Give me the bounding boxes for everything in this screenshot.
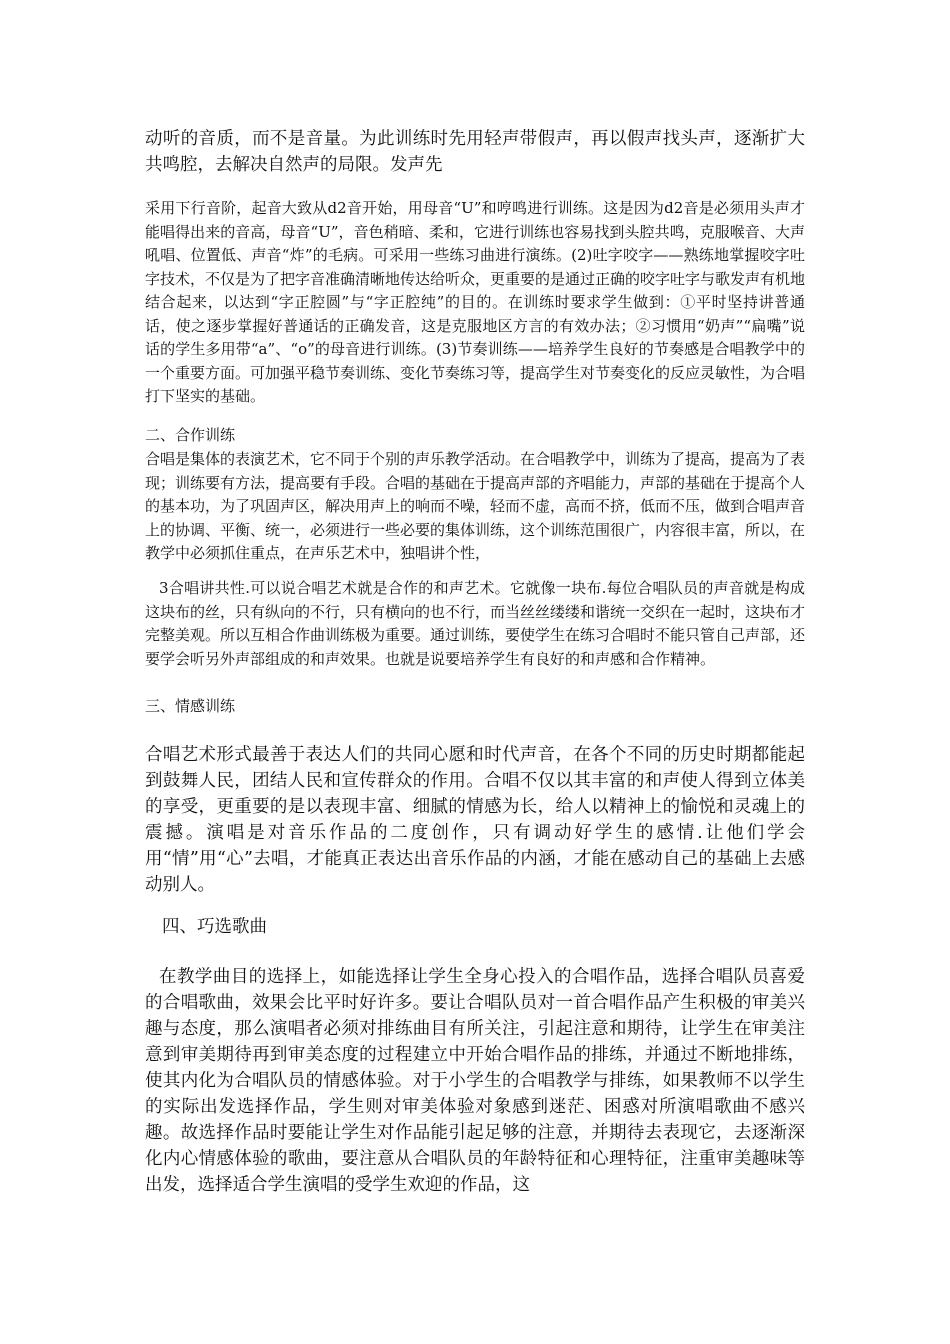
heading-emotion-training: 三、情感训练 <box>145 697 236 715</box>
paragraph-cooperation: 合唱是集体的表演艺术，它不同于个别的声乐教学活动。在合唱教学中，训练为了提高，提高为了表现；训练要有方法，提高要有手段。合唱的基础在于提高声部的齐唱能力，声部的基础在于提高个人的基本功，为了巩固声区，解决用声上的响而不噪，轻而不虚，高而不挤，低而不压，做到合唱声音上的协调、平衡、统一，必须进行一些必要的集体训练，这个训练范围很广，内容很丰富，所以，在教学中必须抓住重点，在声乐艺术中，独唱讲个性， <box>145 450 806 562</box>
heading-cooperation-training: 二、合作训练 <box>145 426 236 444</box>
paragraph-chorus-harmony: 3合唱讲共性.可以说合唱艺术就是合作的和声艺术。它就像一块布.每位合唱队员的声音就是构成这块布的丝，只有纵向的不行，只有横向的也不行，而当丝丝缕缕和谐统一交织在一起时，这块布才完整美观。所以互相合作曲训练极为重要。通过训练，要使学生在练习合唱时不能只管自己声部，还要学会听另外声部组成的和声效果。也就是说要培养学生有良好的和声感和合作精神。 <box>145 579 806 668</box>
paragraph-descending-scale: 采用下行音阶，起音大致从d2音开始，用母音“U”和哼鸣进行训练。这是因为d2音是必须用头声才能唱得出来的音高，母音“U”，音色稍暗、柔和，它进行训练也容易找到头腔共鸣，克服喉音、大声吼唱、位置低、声音“炸”的毛病。可采用一些练习曲进行演练。(2)吐字咬字——熟练地掌握咬字吐字技术，不仅是为了把字音准确清晰地传达给听众，更重要的是通过正确的咬字吐字与歌发声有机地结合起来，以达到“字正腔圆”与“字正腔纯”的目的。在训练时要求学生做到：①平时坚持讲普通话，使之逐步掌握好普通话的正确发音，这是克服地区方言的有效办法；②习惯用“奶声”“扁嘴”说话的学生多用带“a”、“o”的母音进行训练。(3)节奏训练——培养学生良好的节奏感是合唱教学中的一个重要方面。可加强平稳节奏训练、变化节奏练习等，提高学生对节奏变化的反应灵敏性，为合唱打下坚实的基础。 <box>145 199 806 405</box>
paragraph-emotion: 合唱艺术形式最善于表达人们的共同心愿和时代声音，在各个不同的历史时期都能起到鼓舞人民，团结人民和宣传群众的作用。合唱不仅以其丰富的和声使人得到立体美的享受，更重要的是以表现丰富、细腻的情感为长，给人以精神上的愉悦和灵魂上的震撼。演唱是对音乐作品的二度创作，只有调动好学生的感情.让他们学会用“情”用“心”去唱，才能真正表达出音乐作品的内涵，才能在感动自己的基础上去感动别人。 <box>145 745 805 895</box>
heading-song-selection: 四、巧选歌曲 <box>162 917 267 937</box>
paragraph-voice-quality: 动听的音质，而不是音量。为此训练时先用轻声带假声，再以假声找头声，逐渐扩大共鸣腔，去解决自然声的局限。发声先 <box>145 129 805 175</box>
paragraph-song-selection: 在教学曲目的选择上，如能选择让学生全身心投入的合唱作品，选择合唱队员喜爱的合唱歌曲，效果会比平时好许多。要让合唱队员对一首合唱作品产生积极的审美兴趣与态度，那么演唱者必须对排练曲目有所关注，引起注意和期待，让学生在审美注意到审美期待再到审美态度的过程建立中开始合唱作品的排练，并通过不断地排练，使其内化为合唱队员的情感体验。对于小学生的合唱教学与排练，如果教师不以学生的实际出发选择作品，学生则对审美体验对象感到迷茫、困惑对所演唱歌曲不感兴趣。故选择作品时要能让学生对作品能引起足够的注意，并期待去表现它，去逐渐深化内心情感体验的歌曲，要注意从合唱队员的年龄特征和心理特征，注重审美趣味等出发，选择适合学生演唱的受学生欢迎的作品，这 <box>145 967 805 1195</box>
